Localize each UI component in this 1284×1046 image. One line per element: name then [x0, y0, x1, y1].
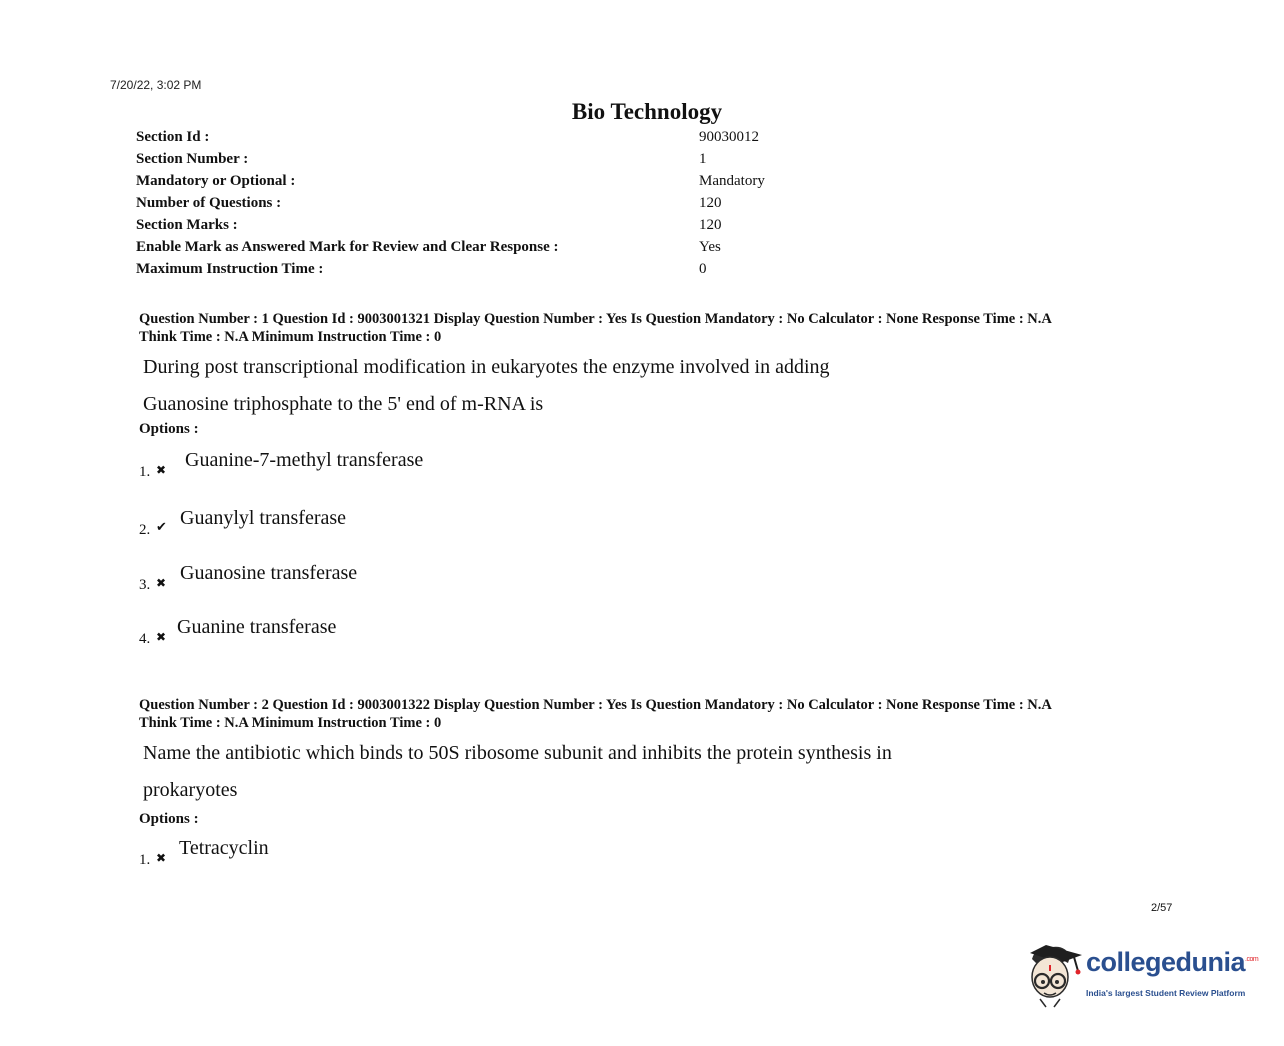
info-label: Maximum Instruction Time :: [136, 261, 324, 277]
info-label: Mandatory or Optional :: [136, 173, 296, 189]
options-label: Options :: [139, 811, 199, 827]
question-2-meta: [139, 696, 1052, 732]
print-timestamp: 7/20/22, 3:02 PM: [110, 78, 202, 92]
student-mascot-icon: [1024, 937, 1086, 1009]
question-meta-line: Question Number : 2 Question Id : 9003001322 Display Question Number : Yes Is Question Mandatory : No Calculator : None Response Time : N.A: [139, 697, 1052, 713]
info-value: 90030012: [699, 129, 759, 145]
info-value: 1: [699, 151, 707, 167]
checkmark-icon: ✔: [156, 519, 167, 534]
cross-icon: ✖: [156, 463, 167, 477]
info-value: 120: [699, 217, 722, 233]
option-number: 2.: [139, 522, 151, 538]
option-text: Tetracyclin: [179, 837, 269, 859]
question-meta-line: Think Time : N.A Minimum Instruction Time : 0: [139, 715, 442, 731]
info-value: Mandatory: [699, 173, 765, 189]
info-label: Number of Questions :: [136, 195, 282, 211]
info-label: Section Id :: [136, 129, 210, 145]
info-value: 0: [699, 261, 707, 277]
question-meta-line: Think Time : N.A Minimum Instruction Time : 0: [139, 329, 442, 345]
info-value: 120: [699, 195, 722, 211]
page-number: 2/57: [1151, 902, 1173, 914]
option-text: Guanine transferase: [177, 616, 337, 638]
question-meta-line: Question Number : 1 Question Id : 9003001321 Display Question Number : Yes Is Question Mandatory : No Calculator : None Response Time : N.A: [139, 311, 1052, 327]
page-title: Bio Technology: [571, 99, 723, 124]
option-number: 3.: [139, 577, 151, 593]
question-1-text-line1: During post transcriptional modification in eukaryotes the enzyme involved in adding: [143, 356, 830, 378]
collegedunia-logo: [1024, 937, 1259, 1009]
option-number: 1.: [139, 464, 151, 480]
question-2-text-line1: Name the antibiotic which binds to 50S ribosome subunit and inhibits the protein synthesis in: [143, 742, 892, 764]
options-label: Options :: [139, 421, 199, 437]
question-1-text-line2: Guanosine triphosphate to the 5' end of m-RNA is: [143, 393, 544, 415]
info-label: Section Marks :: [136, 217, 238, 233]
option-text: Guanylyl transferase: [180, 507, 347, 529]
info-value: Yes: [699, 239, 721, 255]
option-text: Guanosine transferase: [180, 562, 358, 584]
info-label: Enable Mark as Answered Mark for Review and Clear Response :: [136, 239, 559, 255]
info-label: Section Number :: [136, 151, 249, 167]
cross-icon: ✖: [156, 576, 167, 590]
cross-icon: ✖: [156, 630, 167, 644]
option-number: 1.: [139, 852, 151, 868]
question-2-text-line2: prokaryotes: [143, 779, 238, 801]
logo-wordmark: collegedunia$^{.com}$: [1086, 947, 1259, 977]
logo-tagline: India's largest Student Review Platform: [1086, 988, 1246, 998]
cross-icon: ✖: [156, 851, 167, 865]
question-1-meta: [139, 310, 1052, 346]
option-number: 4.: [139, 631, 151, 647]
option-text: Guanine-7-methyl transferase: [185, 449, 424, 471]
